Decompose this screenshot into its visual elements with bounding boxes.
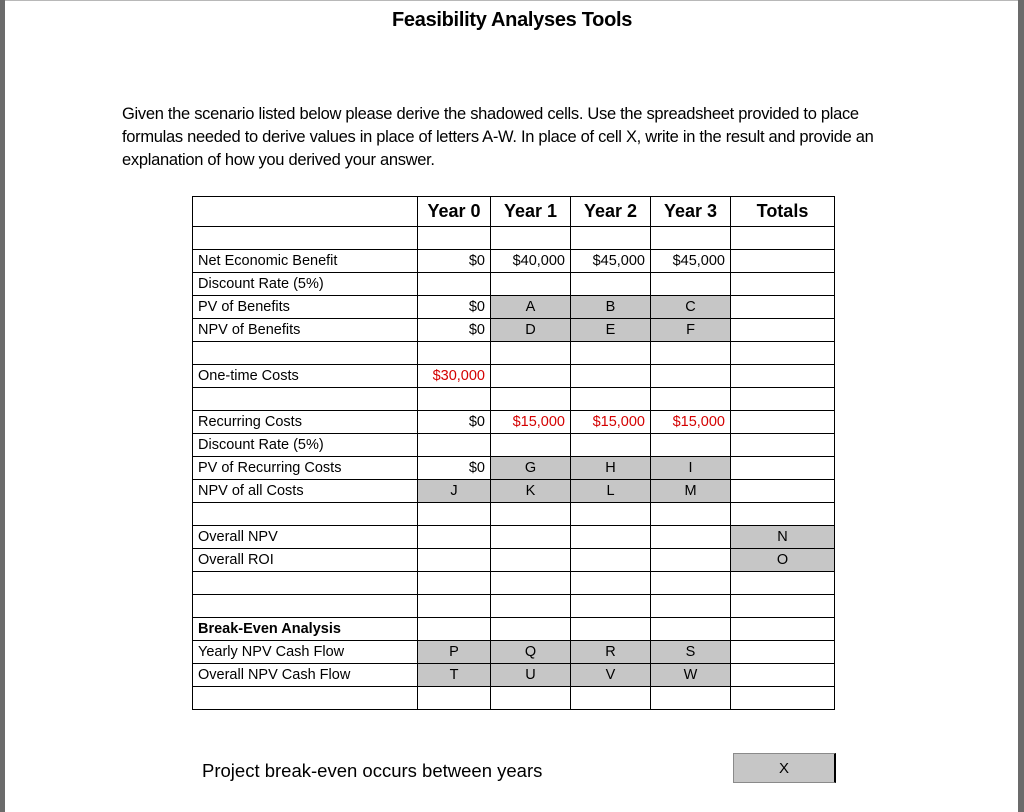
header-cell-0: Year 0 bbox=[418, 197, 491, 227]
row-label: One-time Costs bbox=[193, 365, 418, 388]
value-cell[interactable]: $45,000 bbox=[571, 250, 651, 273]
value-cell[interactable] bbox=[731, 434, 835, 457]
formula-cell[interactable]: J bbox=[418, 480, 491, 503]
value-cell[interactable] bbox=[491, 342, 571, 365]
row-label: Discount Rate (5%) bbox=[193, 434, 418, 457]
formula-cell[interactable]: E bbox=[571, 319, 651, 342]
row-label: Recurring Costs bbox=[193, 411, 418, 434]
row-label bbox=[193, 388, 418, 411]
formula-cell[interactable]: C bbox=[651, 296, 731, 319]
value-cell[interactable] bbox=[571, 227, 651, 250]
table-row bbox=[193, 549, 835, 572]
value-cell[interactable]: $15,000 bbox=[651, 411, 731, 434]
value-cell[interactable]: $0 bbox=[418, 411, 491, 434]
value-cell[interactable] bbox=[651, 503, 731, 526]
formula-cell[interactable]: T bbox=[418, 664, 491, 687]
table-row bbox=[193, 664, 835, 687]
value-cell[interactable] bbox=[571, 503, 651, 526]
value-cell[interactable] bbox=[491, 503, 571, 526]
value-cell[interactable] bbox=[418, 342, 491, 365]
value-cell[interactable] bbox=[491, 365, 571, 388]
formula-cell[interactable]: L bbox=[571, 480, 651, 503]
value-cell[interactable] bbox=[418, 227, 491, 250]
value-cell[interactable]: $0 bbox=[418, 250, 491, 273]
value-cell[interactable] bbox=[571, 549, 651, 572]
value-cell[interactable] bbox=[731, 664, 835, 687]
value-cell[interactable] bbox=[571, 273, 651, 296]
value-cell[interactable] bbox=[651, 526, 731, 549]
formula-cell[interactable]: G bbox=[491, 457, 571, 480]
formula-cell[interactable]: R bbox=[571, 641, 651, 664]
value-cell[interactable] bbox=[731, 273, 835, 296]
value-cell[interactable] bbox=[731, 388, 835, 411]
value-cell[interactable] bbox=[418, 595, 491, 618]
value-cell[interactable] bbox=[731, 687, 835, 710]
row-label: PV of Benefits bbox=[193, 296, 418, 319]
formula-cell[interactable]: F bbox=[651, 319, 731, 342]
value-cell[interactable] bbox=[651, 549, 731, 572]
value-cell[interactable] bbox=[491, 618, 571, 641]
value-cell[interactable] bbox=[731, 296, 835, 319]
header-corner-cell bbox=[193, 197, 418, 227]
table-row bbox=[193, 480, 835, 503]
value-cell[interactable] bbox=[418, 687, 491, 710]
window-border-right bbox=[1018, 0, 1024, 812]
value-cell[interactable] bbox=[418, 549, 491, 572]
formula-cell[interactable]: A bbox=[491, 296, 571, 319]
row-label: Overall NPV Cash Flow bbox=[193, 664, 418, 687]
page-top-edge bbox=[5, 0, 1018, 1]
value-cell[interactable] bbox=[571, 572, 651, 595]
value-cell[interactable] bbox=[651, 227, 731, 250]
value-cell[interactable] bbox=[651, 342, 731, 365]
row-label: Overall NPV bbox=[193, 526, 418, 549]
value-cell[interactable] bbox=[491, 273, 571, 296]
value-cell[interactable] bbox=[571, 687, 651, 710]
feasibility-spreadsheet bbox=[192, 196, 835, 710]
value-cell[interactable] bbox=[491, 595, 571, 618]
value-cell[interactable] bbox=[418, 273, 491, 296]
value-cell[interactable] bbox=[418, 388, 491, 411]
value-cell[interactable] bbox=[651, 273, 731, 296]
value-cell[interactable] bbox=[731, 250, 835, 273]
row-label bbox=[193, 687, 418, 710]
break-even-statement: Project break-even occurs between years bbox=[202, 760, 543, 781]
table-row bbox=[193, 434, 835, 457]
formula-cell[interactable]: M bbox=[651, 480, 731, 503]
value-cell[interactable] bbox=[571, 365, 651, 388]
formula-cell[interactable]: U bbox=[491, 664, 571, 687]
value-cell[interactable] bbox=[651, 388, 731, 411]
value-cell[interactable]: $30,000 bbox=[418, 365, 491, 388]
value-cell[interactable] bbox=[491, 434, 571, 457]
value-cell[interactable] bbox=[651, 595, 731, 618]
header-cell-4: Totals bbox=[731, 197, 835, 227]
table-row bbox=[193, 296, 835, 319]
row-label: Net Economic Benefit bbox=[193, 250, 418, 273]
value-cell[interactable] bbox=[731, 342, 835, 365]
formula-cell[interactable]: I bbox=[651, 457, 731, 480]
row-label bbox=[193, 503, 418, 526]
value-cell[interactable] bbox=[491, 687, 571, 710]
value-cell[interactable] bbox=[651, 618, 731, 641]
formula-cell[interactable]: W bbox=[651, 664, 731, 687]
row-label bbox=[193, 572, 418, 595]
value-cell[interactable] bbox=[731, 365, 835, 388]
instructions-paragraph: Given the scenario listed below please derive the shadowed cells. Use the spreadsheet provided to place formulas needed to derive values in place of letters A-W. In place of cell X, write in the result and provide an explanation of how you derived your answer. bbox=[122, 105, 874, 169]
value-cell[interactable] bbox=[571, 388, 651, 411]
value-cell[interactable]: $0 bbox=[418, 319, 491, 342]
value-cell[interactable] bbox=[651, 434, 731, 457]
value-cell[interactable] bbox=[418, 503, 491, 526]
value-cell[interactable] bbox=[418, 526, 491, 549]
table-row bbox=[193, 342, 835, 365]
table-row bbox=[193, 618, 835, 641]
formula-cell[interactable]: H bbox=[571, 457, 651, 480]
formula-cell[interactable]: K bbox=[491, 480, 571, 503]
value-cell[interactable] bbox=[418, 572, 491, 595]
value-cell[interactable] bbox=[491, 549, 571, 572]
value-cell[interactable] bbox=[491, 227, 571, 250]
formula-cell[interactable]: S bbox=[651, 641, 731, 664]
value-cell[interactable] bbox=[491, 388, 571, 411]
row-label bbox=[193, 227, 418, 250]
formula-cell[interactable]: P bbox=[418, 641, 491, 664]
formula-cell[interactable]: D bbox=[491, 319, 571, 342]
window-border-left bbox=[0, 0, 5, 812]
formula-cell[interactable]: N bbox=[731, 526, 835, 549]
formula-cell[interactable]: V bbox=[571, 664, 651, 687]
header-cell-3: Year 3 bbox=[651, 197, 731, 227]
table-row bbox=[193, 411, 835, 434]
row-label: Discount Rate (5%) bbox=[193, 273, 418, 296]
table-row bbox=[193, 319, 835, 342]
value-cell[interactable] bbox=[651, 365, 731, 388]
table-row bbox=[193, 572, 835, 595]
value-cell[interactable] bbox=[731, 457, 835, 480]
value-cell[interactable] bbox=[731, 411, 835, 434]
value-cell[interactable] bbox=[651, 687, 731, 710]
value-cell[interactable]: $15,000 bbox=[571, 411, 651, 434]
value-cell[interactable] bbox=[418, 618, 491, 641]
value-cell[interactable]: $0 bbox=[418, 296, 491, 319]
value-cell[interactable]: $0 bbox=[418, 457, 491, 480]
row-label: PV of Recurring Costs bbox=[193, 457, 418, 480]
value-cell[interactable]: $45,000 bbox=[651, 250, 731, 273]
table-row bbox=[193, 457, 835, 480]
value-cell[interactable] bbox=[731, 227, 835, 250]
table-row bbox=[193, 227, 835, 250]
value-cell[interactable] bbox=[491, 526, 571, 549]
header-cell-2: Year 2 bbox=[571, 197, 651, 227]
value-cell[interactable] bbox=[571, 342, 651, 365]
table-row bbox=[193, 503, 835, 526]
formula-cell[interactable]: Q bbox=[491, 641, 571, 664]
row-label: Break-Even Analysis bbox=[193, 618, 418, 641]
row-label bbox=[193, 595, 418, 618]
value-cell[interactable] bbox=[731, 641, 835, 664]
value-cell[interactable] bbox=[571, 434, 651, 457]
value-cell[interactable] bbox=[418, 434, 491, 457]
value-cell[interactable] bbox=[731, 595, 835, 618]
table-row bbox=[193, 388, 835, 411]
table-row bbox=[193, 365, 835, 388]
row-label: Yearly NPV Cash Flow bbox=[193, 641, 418, 664]
table-row bbox=[193, 641, 835, 664]
header-cell-1: Year 1 bbox=[491, 197, 571, 227]
table-row bbox=[193, 273, 835, 296]
row-label: NPV of Benefits bbox=[193, 319, 418, 342]
value-cell[interactable] bbox=[731, 618, 835, 641]
page-title: Feasibility Analyses Tools bbox=[392, 9, 633, 31]
value-cell[interactable] bbox=[731, 572, 835, 595]
value-cell[interactable] bbox=[731, 480, 835, 503]
value-cell[interactable] bbox=[571, 526, 651, 549]
value-cell[interactable]: $40,000 bbox=[491, 250, 571, 273]
value-cell[interactable]: $15,000 bbox=[491, 411, 571, 434]
row-label: NPV of all Costs bbox=[193, 480, 418, 503]
table-row bbox=[193, 595, 835, 618]
row-label bbox=[193, 342, 418, 365]
formula-cell[interactable]: O bbox=[731, 549, 835, 572]
value-cell[interactable] bbox=[491, 572, 571, 595]
table-row bbox=[193, 687, 835, 710]
value-cell[interactable] bbox=[571, 618, 651, 641]
table-row bbox=[193, 250, 835, 273]
value-cell[interactable] bbox=[731, 319, 835, 342]
value-cell[interactable] bbox=[571, 595, 651, 618]
value-cell[interactable] bbox=[651, 572, 731, 595]
formula-cell[interactable]: B bbox=[571, 296, 651, 319]
header-row bbox=[193, 197, 835, 227]
row-label: Overall ROI bbox=[193, 549, 418, 572]
value-cell[interactable] bbox=[731, 503, 835, 526]
break-even-answer-cell-x[interactable]: X bbox=[733, 753, 836, 783]
table-row bbox=[193, 526, 835, 549]
